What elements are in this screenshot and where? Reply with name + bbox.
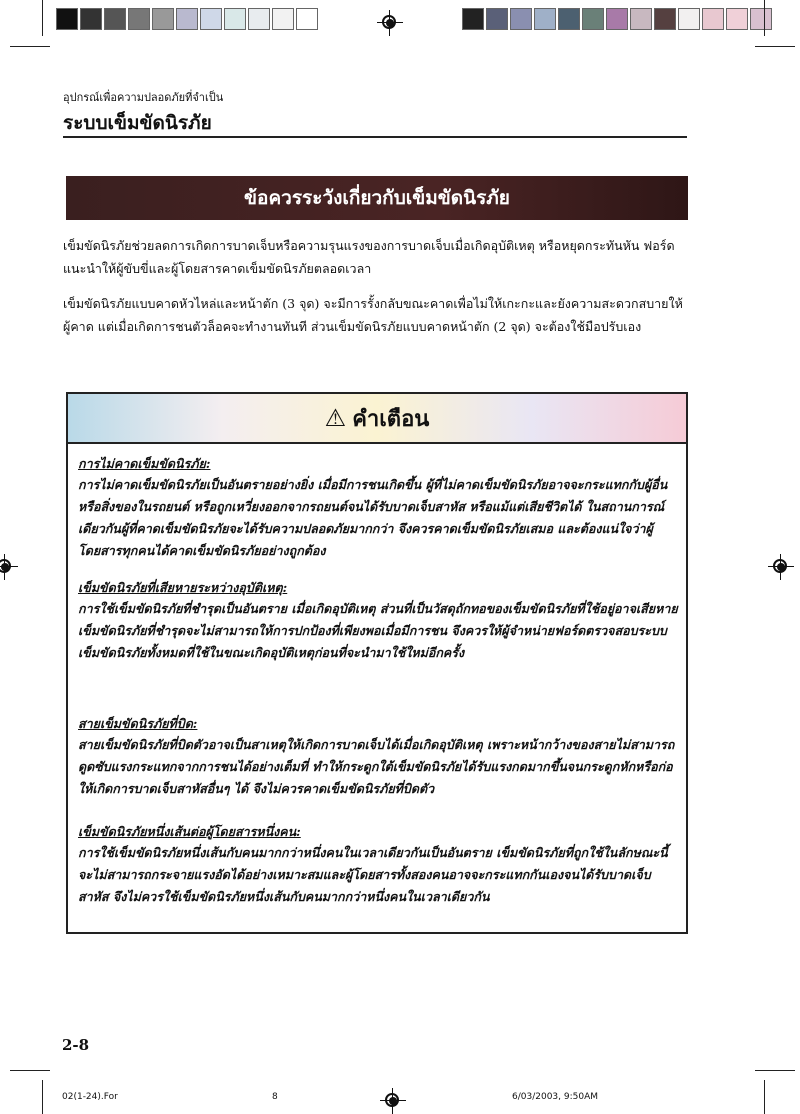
warning-section-heading: การไม่คาดเข็มขัดนิรภัย:: [78, 456, 211, 471]
crop-mark: [42, 1080, 43, 1114]
color-swatch: [104, 8, 126, 30]
footer-filename: 02(1-24).For: [62, 1092, 118, 1102]
crop-mark: [764, 0, 765, 36]
warning-section: [78, 578, 678, 664]
intro-paragraph-1: เข็มขัดนิรภัยช่วยลดการเกิดการบาดเจ็บหรือความรุนแรงของการบาดเจ็บเมื่อเกิดอุบัติเหตุ หรือหยุดกระทันหัน ฟอร์ดแนะนำให้ผู้ขับขี่และผู้โดยสารคาดเข็มขัดนิรภัยตลอดเวลา: [63, 238, 675, 276]
crop-mark: [755, 1070, 795, 1071]
color-swatch: [582, 8, 604, 30]
color-swatch: [200, 8, 222, 30]
banner-title: ข้อควรระวังเกี่ยวกับเข็มขัดนิรภัย: [244, 187, 510, 209]
registration-mark-bottom: [380, 1088, 406, 1114]
warning-section-text: การใช้เข็มขัดนิรภัยหนึ่งเส้นกับคนมากกว่าหนึ่งคนในเวลาเดียวกันเป็นอันตราย เข็มขัดนิรภัยที่ถูกใช้ในลักษณะนี้จะไม่สามารถกระจายแรงอัดได้อย่างเหมาะสมและผู้โดยสารทั้งสองคนอาจจะกระแทกกันเองจนได้รับบาดเจ็บสาหัส จึงไม่ควรใช้เข็มขัดนิรภัยหนึ่งเส้นกับคนมากกว่าหนึ่งคนในเวลาเดียวกัน: [78, 845, 668, 904]
color-swatch: [272, 8, 294, 30]
color-swatch: [248, 8, 270, 30]
intro-paragraph-2: เข็มขัดนิรภัยแบบคาดหัวไหล่และหน้าตัก (3 จุด) จะมีการรั้งกลับขณะคาดเพื่อไม่ให้เกะกะและยังความสะดวกสบายให้ผู้คาด แต่เมื่อเกิดการชนตัวล็อคจะทำงานทันที ส่วนเข็มขัดนิรภัยแบบคาดหน้าตัก (2 จุด) จะต้องใช้มือปรับเอง: [63, 296, 683, 334]
color-swatch: [152, 8, 174, 30]
color-bar-left: [56, 8, 320, 30]
color-swatch: [176, 8, 198, 30]
topic-banner: [66, 176, 688, 220]
color-swatch: [128, 8, 150, 30]
warning-box: [66, 392, 688, 934]
registration-mark-top: [377, 10, 403, 36]
color-bar-right: [462, 8, 774, 30]
warning-section-heading: เข็มขัดนิรภัยหนึ่งเส้นต่อผู้โดยสารหนึ่งคน:: [78, 824, 301, 839]
registration-mark-left: [0, 554, 18, 580]
crop-mark: [42, 0, 43, 36]
color-swatch: [750, 8, 772, 30]
color-swatch: [726, 8, 748, 30]
header-divider: [63, 136, 687, 138]
color-swatch: [80, 8, 102, 30]
crop-mark: [764, 1080, 765, 1114]
color-swatch: [678, 8, 700, 30]
color-swatch: [534, 8, 556, 30]
color-swatch: [56, 8, 78, 30]
registration-mark-right: [768, 554, 794, 580]
color-swatch: [486, 8, 508, 30]
warning-section-heading: เข็มขัดนิรภัยที่เสียหายระหว่างอุบัติเหตุ:: [78, 580, 288, 595]
warning-section-heading: สายเข็มขัดนิรภัยที่บิด:: [78, 716, 198, 731]
breadcrumb: อุปกรณ์เพื่อความปลอดภัยที่จำเป็น: [63, 91, 224, 104]
footer-page: 8: [272, 1092, 278, 1102]
page-number: 2-8: [62, 1036, 90, 1054]
color-swatch: [606, 8, 628, 30]
footer-timestamp: 6/03/2003, 9:50AM: [512, 1092, 599, 1102]
color-swatch: [462, 8, 484, 30]
color-swatch: [654, 8, 676, 30]
color-swatch: [702, 8, 724, 30]
color-swatch: [296, 8, 318, 30]
color-swatch: [510, 8, 532, 30]
warning-section-text: การใช้เข็มขัดนิรภัยที่ชำรุดเป็นอันตราย เมื่อเกิดอุบัติเหตุ ส่วนที่เป็นวัสดุถักทอของเข็มขัดนิรภัยที่ใช้อยู่อาจเสียหาย เข็มขัดนิรภัยที่ชำรุดจะไม่สามารถให้การปกป้องที่เพียงพอเมื่อมีการชน จึงควรให้ผู้จำหน่ายฟอร์ดตรวจสอบระบบเข็มขัดนิรภัยทั้งหมดที่ใช้ในขณะเกิดอุบัติเหตุก่อนที่จะนำมาใช้ใหม่อีกครั้ง: [78, 601, 678, 660]
warning-header: [68, 394, 686, 444]
crop-mark: [10, 1070, 50, 1071]
warning-title: คำเตือน: [352, 405, 430, 432]
color-swatch: [224, 8, 246, 30]
warning-section-text: สายเข็มขัดนิรภัยที่บิดตัวอาจเป็นสาเหตุให้เกิดการบาดเจ็บได้เมื่อเกิดอุบัติเหตุ เพราะหน้ากว้างของสายไม่สามารถดูดซับแรงกระแทกจากการชนได้อย่างเต็มที่ ทำให้กระดูกใต้เข็มขัดนิรภัยได้รับแรงกดมากขึ้นจนกระดูกหักหรือก่อให้เกิดการบาดเจ็บสาหัสอื่นๆ ได้ จึงไม่ควรคาดเข็มขัดนิรภัยที่บิดตัว: [78, 737, 675, 796]
color-swatch: [630, 8, 652, 30]
crop-mark: [10, 46, 50, 47]
warning-section: [78, 714, 678, 800]
crop-mark: [755, 46, 795, 47]
section-title: ระบบเข็มขัดนิรภัย: [63, 112, 212, 134]
color-swatch: [558, 8, 580, 30]
warning-triangle-icon: ⚠: [324, 404, 347, 432]
warning-section: [78, 454, 678, 562]
warning-section: [78, 822, 678, 908]
warning-section-text: การไม่คาดเข็มขัดนิรภัยเป็นอันตรายอย่างยิ่ง เมื่อมีการชนเกิดขึ้น ผู้ที่ไม่คาดเข็มขัดนิรภัยอาจจะกระแทกกับผู้อื่นหรือสิ่งของในรถยนต์ หรือถูกเหวี่ยงออกจากรถยนต์จนได้รับบาดเจ็บสาหัส หรือแม้แต่เสียชีวิตได้ ในสถานการณ์เดียวกันผู้ที่คาดเข็มขัดนิรภัยจะได้รับความปลอดภัยมากกว่า จึงควรคาดเข็มขัดนิรภัยเสมอ และต้องแน่ใจว่าผู้โดยสารทุกคนได้คาดเข็มขัดนิรภัยอย่างถูกต้อง: [78, 477, 668, 558]
